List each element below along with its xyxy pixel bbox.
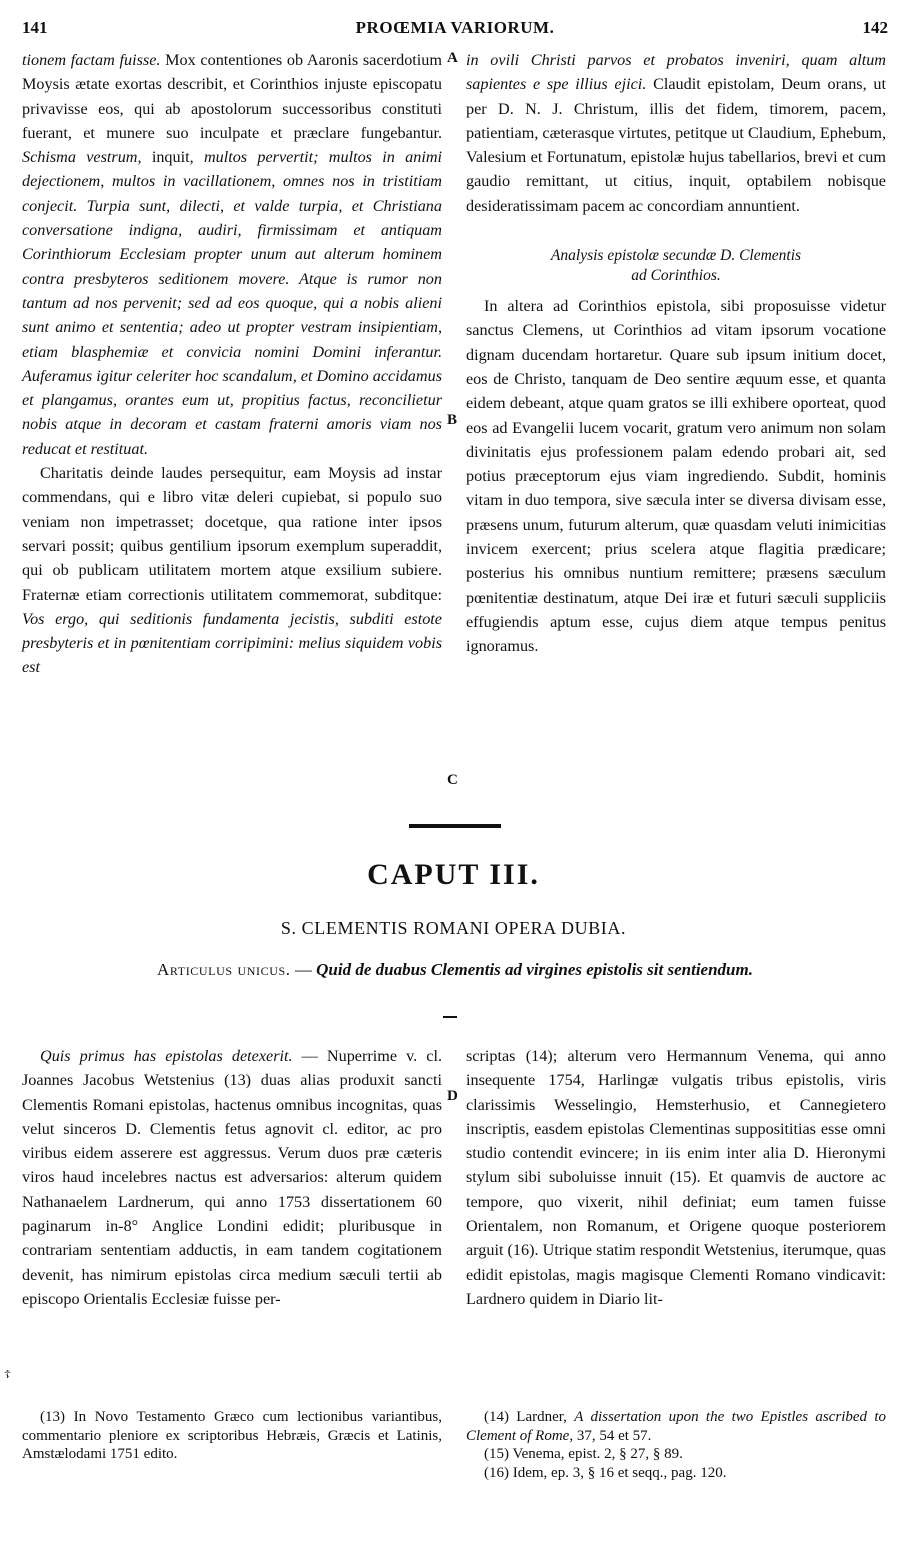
left-page-number: 141 xyxy=(22,18,48,37)
articulus-label: Articulus unicus. xyxy=(157,960,291,979)
margin-marker-b: B xyxy=(447,412,458,428)
italic-quote: in ovili Christi parvos et probatos inveniri, quam altum sapientes e spe illius ejici. xyxy=(466,51,886,94)
text: In altera ad Corinthios epistola, sibi proposuisse videtur sanctus Clemens, ut Corinthios ad vitam ipsorum vocatione dignam ducendam hortaretur. Quare sub ipsum initium docet, eos de Christo, tanquam de Deo sentire æquum esse, et quanta eidem debeant, atque quam gratos se illi exhibere oporteat, quod eos ad Evangelii lucem vocarit, gratum vero animum non solam divinitatis ejus professionem palam edendo probari ait, sed potius præceptorum ejus viam ingrediendo. Subdit, hominis vitam in duo tempora, sive sæcula inter se diversa divisam esse, præsens unum, futurum alterum, quæ quasdam veluti inimicitias invicem exercent; prius scelera atque flagitia prædicare; posterius his omnibus nuntium remittere; præsens sæculum pœnitentiæ destinatum, atque Dei iræ et futuri sæculi suppliciis effugiendis aptum esse, cujus diem atque tempus penitus ignoramus. xyxy=(466,297,886,656)
footnotes-right xyxy=(466,1408,886,1482)
text: scriptas (14); alterum vero Hermannum Venema, qui anno insequente 1754, Harlingæ vulgatis tribus epistolis, viris clarissimis Wesselingio, Hemsterhusio, et Cannegietero inscriptis, easdem epistolas Clementinas supposititias esse omni studio contendit evincere; in iis enim inter alia D. Hieronymi stylum sibi suboluisse innuit (15). Et quamvis de auctore ac tempore, quo vixerit, nihil definiat; eum tamen fuisse Orientalem, non Romanum, et Origene quoque posteriorem arguit (16). Utrique statim respondit Wetstenius, iterumque, quas edidit epistolas, magis magisque Clementi Romano vindicavit: Lardnero quidem in Diario lit- xyxy=(466,1047,886,1308)
text: Charitatis deinde laudes persequitur, eam Moysis ad instar commendans, qui e libro vitæ deleri cupiebat, si populo suo veniam non impetrasset; docetque, qua ratione inter ipsos servari possit; quibus gentilium ipsorum exemplum superaddit, qui ob publicam utilitatem mortem atque exsilium subiere. Fraternæ etiam correctionis utilitatem commemorat, subditque: xyxy=(22,464,442,604)
paragraph xyxy=(466,294,886,658)
text: — Nuperrime v. cl. Joannes Jacobus Wetstenius (13) duas alias produxit sancti Clementis Romani epistolas, hactenus omnibus incognitas, quas velut sinceros D. Clementis fetus agnovit cl. editor, ac pro viribus eidem asserere est aggressus. Verum duos præ cæteris viros haud incelebres nactus est adversarios: alterum quidem Nathanaelem Lardnerum, qui anno 1753 dissertationem 60 paginarum in-8° Anglice Londini edidit; pluribusque in contrariam sententiam adductis, in eam tandem cogitationem devenit, has nimirum epistolas circa medium sæculi tertii ab episcopo Orientalis Ecclesiæ fuisse per- xyxy=(22,1047,442,1308)
text: (14) Lardner, xyxy=(484,1409,575,1425)
text: inquit, xyxy=(141,148,204,167)
footnote-16: (16) Idem, ep. 3, § 16 et seqq., pag. 120. xyxy=(484,1464,727,1481)
paragraph xyxy=(22,48,442,461)
paragraph xyxy=(22,461,442,680)
signature-mark: ☦ xyxy=(4,1369,12,1381)
paragraph xyxy=(22,1044,442,1311)
analysis-heading-line: ad Corinthios. xyxy=(631,267,721,285)
text: Claudit epistolam, Deum orans, ut per D. N. J. Christum, illis det fidem, timorem, pacem, patientiam, cæterasque virtutes, petitque ut Claudium, Ephebum, Valesium et Fortunatum, epistolæ hujus tabellarios, brevi et cum gaudio remittant, ut citius, inquit, optabilem nobisque desideratissimam pacem ac concordiam annuntient. xyxy=(466,75,886,215)
margin-marker-d: D xyxy=(447,1088,458,1104)
italic-quote: Vos ergo, qui seditionis fundamenta jecistis, subditi estote presbyteris et in pœnitentiam corripimini: melius siquidem vobis est xyxy=(22,609,442,677)
running-title: PROŒMIA VARIORUM. xyxy=(355,18,555,37)
articulus-title: Quid de duabus Clementis ad virgines epistolis sit sentiendum. xyxy=(316,960,753,979)
analysis-heading-line: Analysis epistolæ secundæ D. Clementis xyxy=(550,247,802,265)
paragraph xyxy=(466,48,886,218)
paragraph xyxy=(466,1044,886,1311)
margin-marker-a: A xyxy=(447,50,458,66)
column-right-bottom xyxy=(466,1044,886,1311)
margin-marker-c: C xyxy=(447,772,458,788)
column-left-bottom xyxy=(22,1044,442,1311)
running-header xyxy=(22,18,888,42)
column-left-top xyxy=(22,48,442,680)
footnote-15: (15) Venema, epist. 2, § 27, § 89. xyxy=(484,1446,683,1462)
chapter-title: S. CLEMENTIS ROMANI OPERA DUBIA. xyxy=(280,918,627,938)
section-rule xyxy=(409,824,501,828)
footnote-13: (13) In Novo Testamento Græco cum lectionibus variantibus, commentario pleniore ex scriptoribus Hebræis, Græcis et Latinis, Amstælodami 1751 edito. xyxy=(22,1409,442,1462)
italic-text: Schisma vestrum, xyxy=(22,148,142,167)
text: Mox contentiones ob Aaronis sacerdotium Moysis ætate exortas describit, et Corinthios injuste episcopatu privavisse eos, qui ab apostolorum successoribus constituti fuerant, et munere suo inculpate et præclare fungebantur. xyxy=(22,51,442,142)
italic-quote: multos pervertit; multos in animi dejectionem, multos in vacillationem, omnes nos in tristitiam conjecit. Turpia sunt, dilecti, et valde turpia, et Christiana conversatione indigna, audiri, firmissimam et antiquam Corinthiorum Ecclesiam propter unum aut alterum hominem contra presbyteros seditionem movere. Atque is rumor non tantum ad nos pervenit; sed ad eos quoque, qui a nobis alieni sunt animo et sententia; adeo ut propter vestram insipientiam, etiam blasphemiæ et convicia nomini Domini inferantur. Auferamus igitur celeriter hoc scandalum, et Domino accidamus et plangamus, orantes eum ut, propitius factus, reconcilietur nobis atque in decoram et castam fraterni amoris viam nos reducat et restituat. xyxy=(22,148,443,458)
chapter-heading: CAPUT III. xyxy=(367,858,540,891)
text: , 37, 54 et 57. xyxy=(569,1427,652,1444)
short-rule xyxy=(443,1016,457,1018)
articulus-heading xyxy=(22,960,888,980)
analysis-heading xyxy=(466,246,886,286)
italic-text: tionem factam fuisse. xyxy=(22,51,161,69)
right-page-number: 142 xyxy=(862,18,888,37)
articulus-dash: — xyxy=(290,960,317,979)
footnotes-left xyxy=(22,1408,442,1464)
footnote-14 xyxy=(466,1408,886,1445)
italic-text: Quis primus has epistolas detexerit. xyxy=(40,1047,293,1065)
italic-text: A dissertation upon the two Epistles ascribed to Clement of Rome xyxy=(466,1409,887,1444)
column-right-top xyxy=(466,48,886,659)
